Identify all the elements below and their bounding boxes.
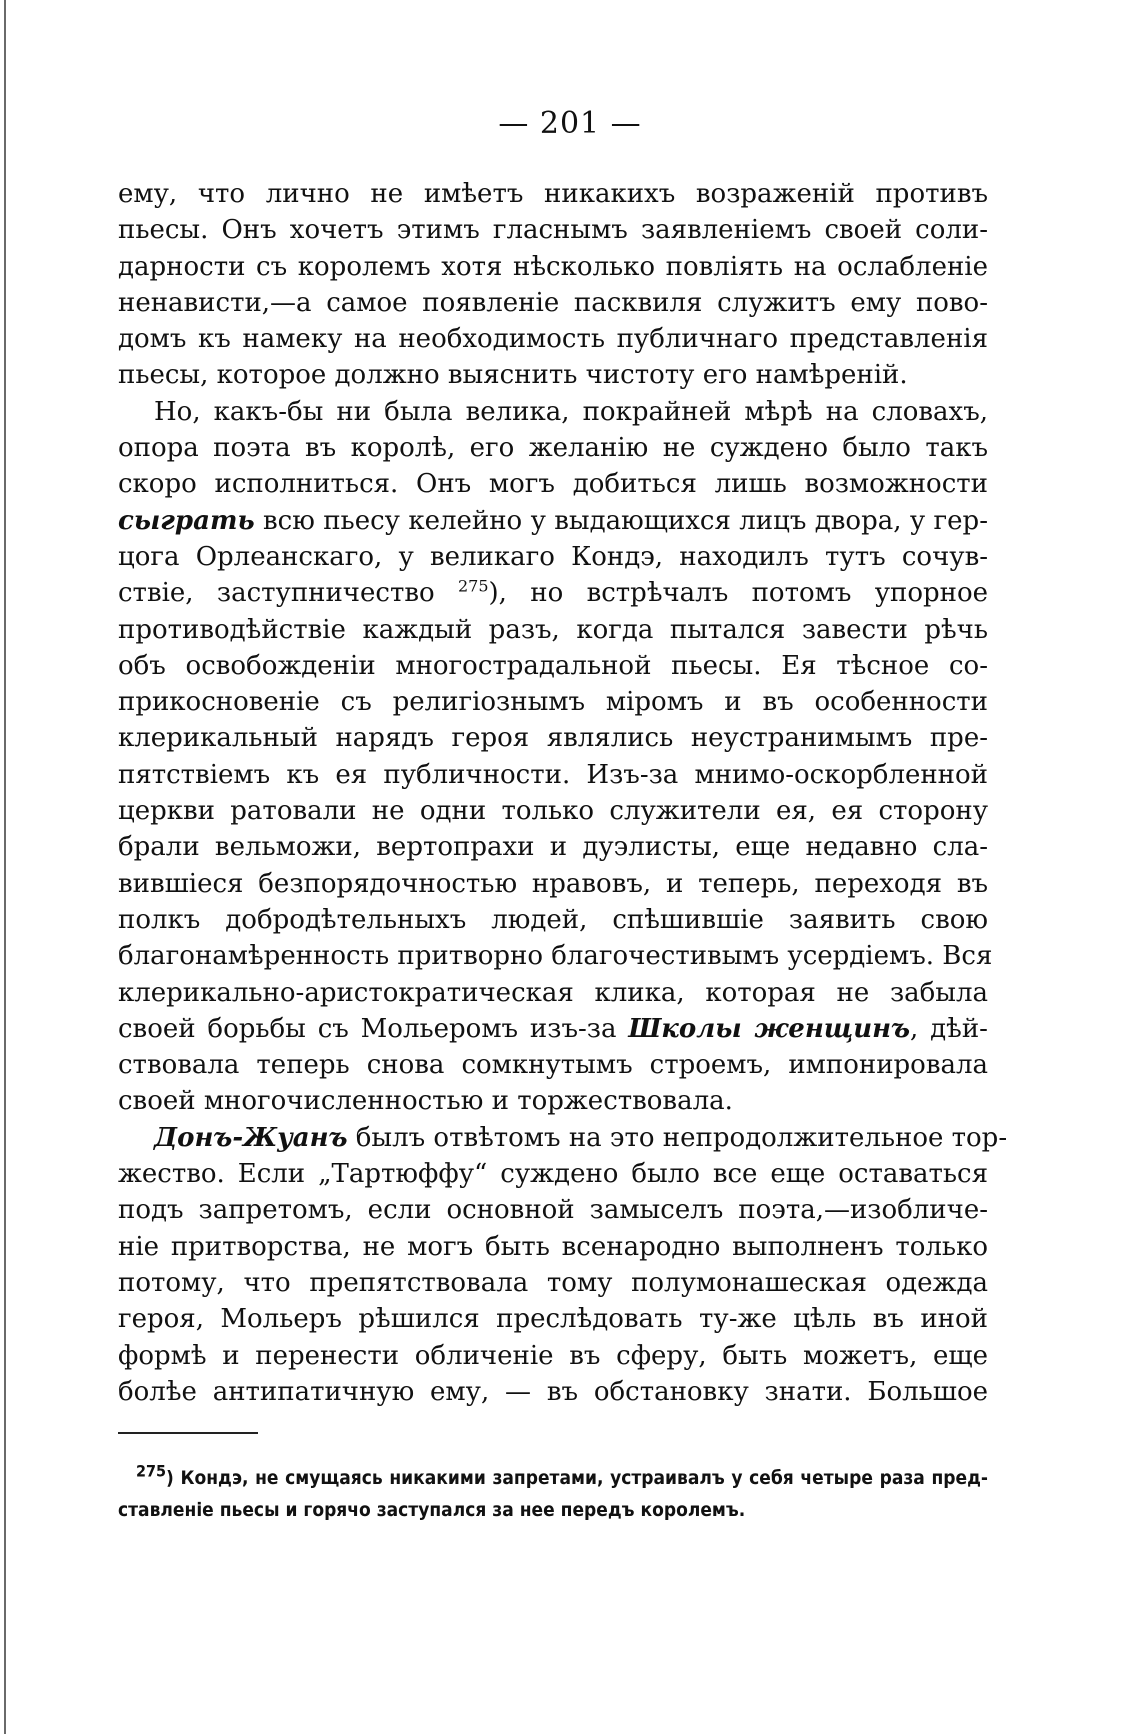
text-line: объ освобожденіи многострадальной пьесы. Ея тѣсное со- [118,650,988,681]
text-run: былъ отвѣтомъ на это непродолжительное тор- [347,1122,1008,1153]
footnote-line: ставленіе пьесы и горячо заступался за нее передъ королемъ. [118,1499,746,1521]
footnote-text: ) Кондэ, не смущаясь никакими запретами, устраивалъ у себя четыре раза пред- [166,1467,988,1489]
text-line: своей многочисленностью и торжествовала. [118,1086,733,1117]
text-line: цога Орлеанскаго, у великаго Кондэ, находилъ тутъ сочув- [118,541,988,572]
text-line: прикосновеніе съ религіознымъ міромъ и въ особенности [118,687,988,718]
text-run: ), но встрѣчалъ потомъ упорное [488,578,988,609]
text-line: ствовала теперь снова сомкнутымъ строемъ, импонировала [118,1050,988,1081]
italic-title: Школы женщинъ [628,1013,911,1044]
scan-edge-line [4,0,6,1734]
text-line: скоро исполниться. Онъ могъ добиться лишь возможности [118,469,988,500]
text-run: ствіе, заступничество [118,578,458,609]
paragraph-3 [118,1120,1008,1410]
text-line: ніе притворства, не могъ быть всенародно выполненъ только [118,1231,988,1262]
italic-word: сыграть [118,505,255,536]
text-run: всю пьесу келейно у выдающихся лицъ двора, у гер- [254,505,988,536]
text-line: героя, Мольеръ рѣшился преслѣдовать ту-же цѣль въ иной [118,1304,988,1335]
footnote-marker: 275 [136,1461,167,1481]
paragraph-1 [118,176,988,394]
text-line: Но, какъ-бы ни была велика, покрайней мѣрѣ на словахъ, [154,396,988,427]
italic-title: Донъ-Жуанъ [154,1122,348,1153]
text-line: пятствіемъ къ ея публичности. Изъ-за мнимо-оскорбленной [118,759,988,790]
text-line: болѣе антипатичную ему, — въ обстановку знати. Большое [118,1376,988,1407]
text-line: противодѣйствіе каждый разъ, когда пытался завести рѣчь [118,614,988,645]
text-line: домъ къ намеку на необходимость публичнаго представленія [118,324,988,355]
text-line: ему, что лично не имѣетъ никакихъ возраженій противъ [118,179,988,209]
text-line: жество. Если „Тартюффу“ суждено было все еще оставаться [118,1159,988,1190]
text-line: формѣ и перенести обличеніе въ сферу, быть можетъ, еще [118,1340,988,1371]
text-line [118,575,988,611]
text-line: пьесы. Онъ хочетъ этимъ гласнымъ заявленіемъ своей соли- [118,215,988,246]
footnote-reference: 275 [457,576,489,596]
text-line: дарности съ королемъ хотя нѣсколько повліять на ослабленіе [118,251,988,282]
text-line [118,1011,988,1047]
paragraph-2 [118,394,993,1120]
text-run: своей борьбы съ Мольеромъ изъ-за [118,1013,629,1044]
text-line: клерикально-аристократическая клика, которая не забыла [118,977,988,1008]
text-line [118,503,988,539]
footnote-divider [118,1432,258,1434]
text-line: опора поэта въ королѣ, его желанію не суждено было такъ [118,433,988,464]
text-line: клерикальный нарядъ героя являлись неустранимымъ пре- [118,723,988,754]
page-number: — 201 — [498,106,642,141]
text-line: подъ запретомъ, если основной замыселъ поэта,—изобличе- [118,1195,988,1226]
text-line: ненависти,—а самое появленіе пасквиля служитъ ему пово- [118,287,988,318]
footnote-line [118,1462,988,1494]
text-line: полкъ добродѣтельныхъ людей, спѣшившіе заявить свою [118,904,988,935]
main-text [118,176,1008,1410]
text-line: потому, что препятствовала тому полумонашеская одежда [118,1267,988,1298]
text-run: , дѣй- [910,1013,988,1044]
text-line: брали вельможи, вертопрахи и дуэлисты, еще недавно сла- [118,832,988,863]
text-line [118,1120,1008,1156]
text-line: церкви ратовали не одни только служители ея, ея сторону [118,796,988,827]
text-line: пьесы, которое должно выяснить чистоту его намѣреній. [118,360,908,391]
text-line: благонамѣренность притворно благочестивымъ усердіемъ. Вся [118,941,993,972]
footnote [118,1462,988,1526]
text-line: вившіеся безпорядочностью нравовъ, и теперь, переходя въ [118,868,988,899]
